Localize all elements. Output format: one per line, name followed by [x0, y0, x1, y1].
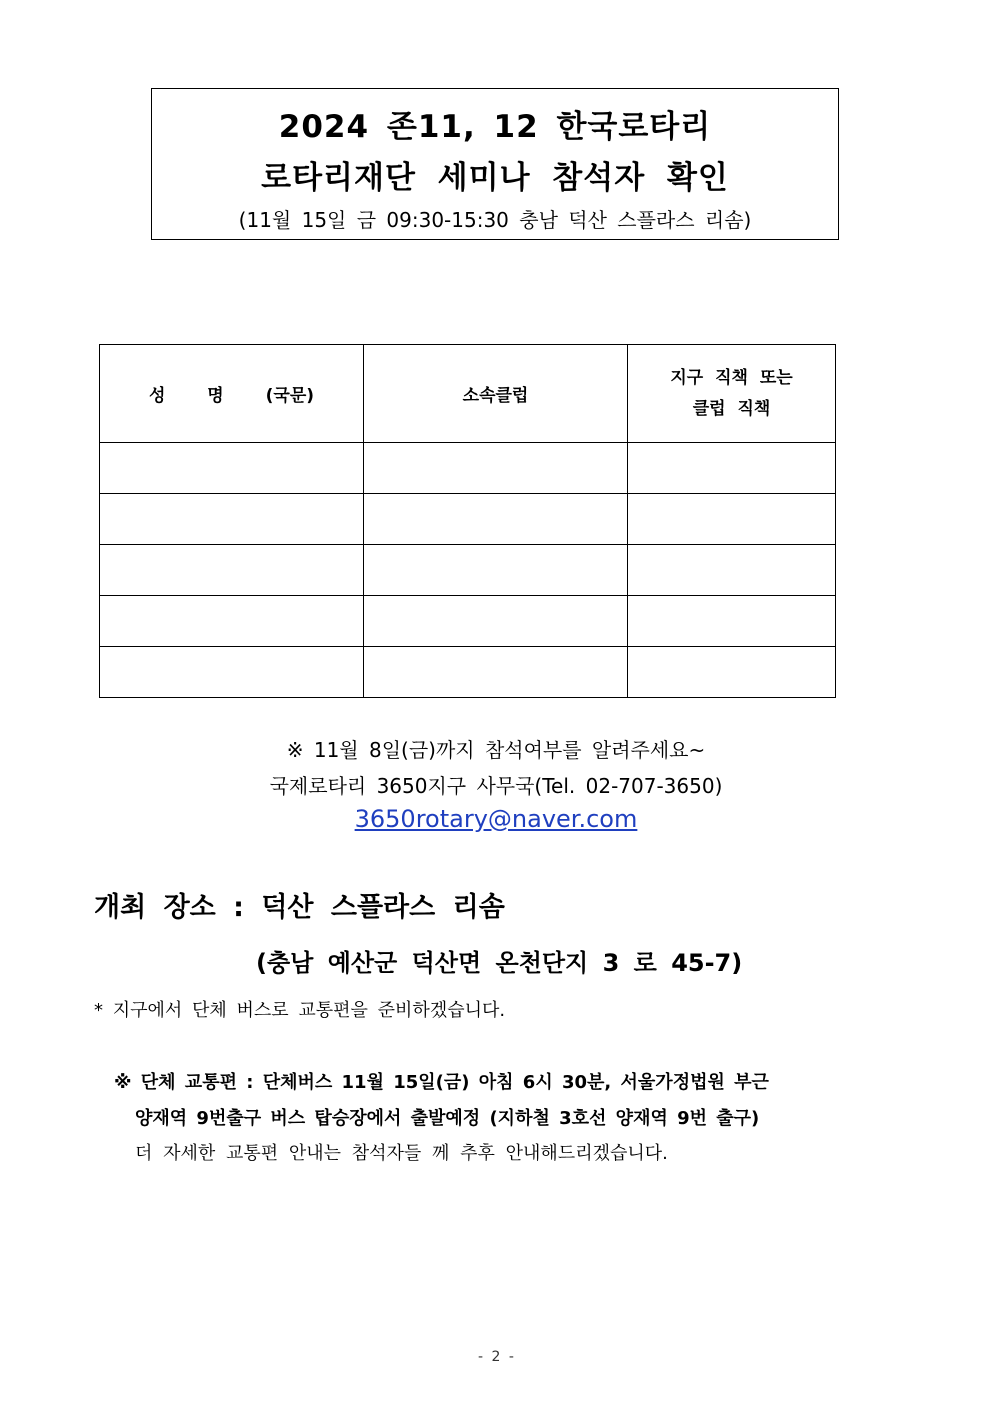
title-date-location: (11월 15일 금 09:30-15:30 충남 덕산 스플라스 리솜): [238, 208, 752, 232]
cell-name[interactable]: [100, 494, 364, 545]
table-row: [100, 647, 836, 698]
header-position-line2: 클럽 직책: [692, 398, 771, 419]
cell-name[interactable]: [100, 443, 364, 494]
cell-name[interactable]: [100, 647, 364, 698]
deadline-notice: ※ 11월 8일(금)까지 참석여부를 알려주세요~: [286, 738, 706, 762]
table-header-row: [100, 345, 836, 443]
cell-club[interactable]: [364, 596, 628, 647]
table-row: [100, 596, 836, 647]
header-position: [628, 345, 836, 443]
transport-line-3: 더 자세한 교통편 안내는 참석자들 께 추후 안내해드리겠습니다.: [135, 1143, 668, 1164]
cell-club[interactable]: [364, 494, 628, 545]
cell-position[interactable]: [628, 647, 836, 698]
venue-address: (충남 예산군 덕산면 온천단지 3 로 45-7): [256, 949, 743, 977]
email-link[interactable]: 3650rotary@naver.com: [354, 805, 638, 833]
transport-line-2: 양재역 9번출구 버스 탑승장에서 출발예정 (지하철 3호선 양재역 9번 출구): [135, 1108, 760, 1129]
cell-name[interactable]: [100, 596, 364, 647]
page-number: - 2 -: [478, 1349, 514, 1365]
cell-position[interactable]: [628, 494, 836, 545]
header-club: 소속클럽: [364, 345, 628, 443]
cell-club[interactable]: [364, 443, 628, 494]
title-sub: 로타리재단 세미나 참석자 확인: [261, 160, 729, 196]
cell-club[interactable]: [364, 647, 628, 698]
cell-club[interactable]: [364, 545, 628, 596]
header-name: 성 명 (국문): [100, 345, 364, 443]
table-row: [100, 494, 836, 545]
header-position-line1: 지구 직책 또는: [670, 367, 793, 388]
table-row: [100, 443, 836, 494]
email-container: [0, 805, 992, 833]
cell-name[interactable]: [100, 545, 364, 596]
cell-position[interactable]: [628, 545, 836, 596]
venue-heading: 개최 장소 : 덕산 스플라스 리솜: [94, 892, 505, 923]
title-main: 2024 존11, 12 한국로타리: [278, 109, 712, 145]
table-row: [100, 545, 836, 596]
cell-position[interactable]: [628, 443, 836, 494]
transport-line-1: ※ 단체 교통편 : 단체버스 11월 15일(금) 아침 6시 30분, 서울가정법원 부근: [114, 1072, 769, 1093]
cell-position[interactable]: [628, 596, 836, 647]
bus-note: * 지구에서 단체 버스로 교통편을 준비하겠습니다.: [94, 1000, 506, 1021]
attendee-table: [99, 344, 836, 698]
office-contact: 국제로타리 3650지구 사무국(Tel. 02-707-3650): [269, 774, 723, 798]
title-box: [151, 88, 839, 240]
